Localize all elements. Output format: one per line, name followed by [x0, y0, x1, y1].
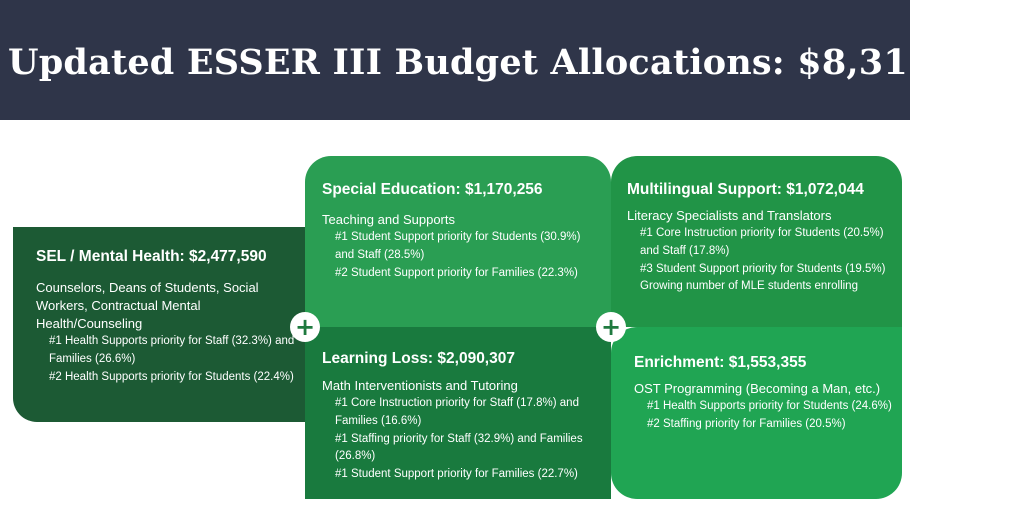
card-heading: Enrichment: $1,553,355: [634, 354, 807, 371]
bullet-item: #2 Staffing priority for Families (20.5%): [647, 417, 846, 430]
bullet-item: #1 Staffing priority for Staff (32.9%) and Families (26.8%): [335, 432, 583, 463]
page-title: Updated ESSER III Budget Allocations: $8,316,741: [8, 42, 1018, 83]
card-heading: SEL / Mental Health: $2,477,590: [36, 248, 267, 265]
title-banner: [0, 0, 1018, 120]
card-multilingual-support: [611, 156, 902, 327]
card-heading: Multilingual Support: $1,072,044: [627, 181, 864, 198]
bullet-list: [36, 333, 301, 386]
bullet-item: #1 Student Support priority for Families (22.7%): [335, 468, 578, 481]
bullet-item: #1 Core Instruction priority for Staff (17.8%) and Families (16.6%): [335, 397, 579, 427]
bullet-list: [322, 395, 601, 484]
card-heading: Special Education: $1,170,256: [322, 181, 543, 198]
card-subtitle: Teaching and Supports: [322, 212, 455, 227]
plus-icon: +: [290, 312, 320, 342]
bullet-item: #2 Health Supports priority for Students (22.4%): [49, 370, 294, 383]
card-subtitle: Counselors, Deans of Students, Social Workers, Contractual Mental Health/Counseling: [36, 280, 259, 331]
bullet-item: #1 Core Instruction priority for Students (20.5%) and Staff (17.8%): [640, 227, 884, 257]
bullet-item: #1 Health Supports priority for Students (24.6%): [647, 400, 892, 412]
card-subtitle: Math Interventionists and Tutoring: [322, 378, 518, 393]
card-enrichment: [611, 327, 902, 499]
bullet-item: Growing number of MLE students enrolling: [640, 280, 858, 293]
bullet-item: #1 Health Supports priority for Staff (32.3%) and Families (26.6%): [49, 335, 295, 365]
bullet-list: [322, 229, 597, 282]
card-special-education: [305, 156, 611, 327]
bullet-item: #1 Student Support priority for Students (30.9%) and Staff (28.5%): [335, 231, 581, 261]
bullet-list: [627, 225, 892, 296]
card-learning-loss: [305, 327, 611, 499]
card-heading: Learning Loss: $2,090,307: [322, 350, 515, 367]
card-subtitle: Literacy Specialists and Translators: [627, 208, 832, 223]
bullet-item: #3 Student Support priority for Students (19.5%): [640, 262, 886, 275]
card-subtitle: OST Programming (Becoming a Man, etc.): [634, 381, 881, 396]
card-sel-mental-health: [13, 227, 321, 422]
plus-icon: +: [596, 312, 626, 342]
bullet-list: [634, 398, 892, 434]
bullet-item: #2 Student Support priority for Families (22.3%): [335, 266, 578, 279]
